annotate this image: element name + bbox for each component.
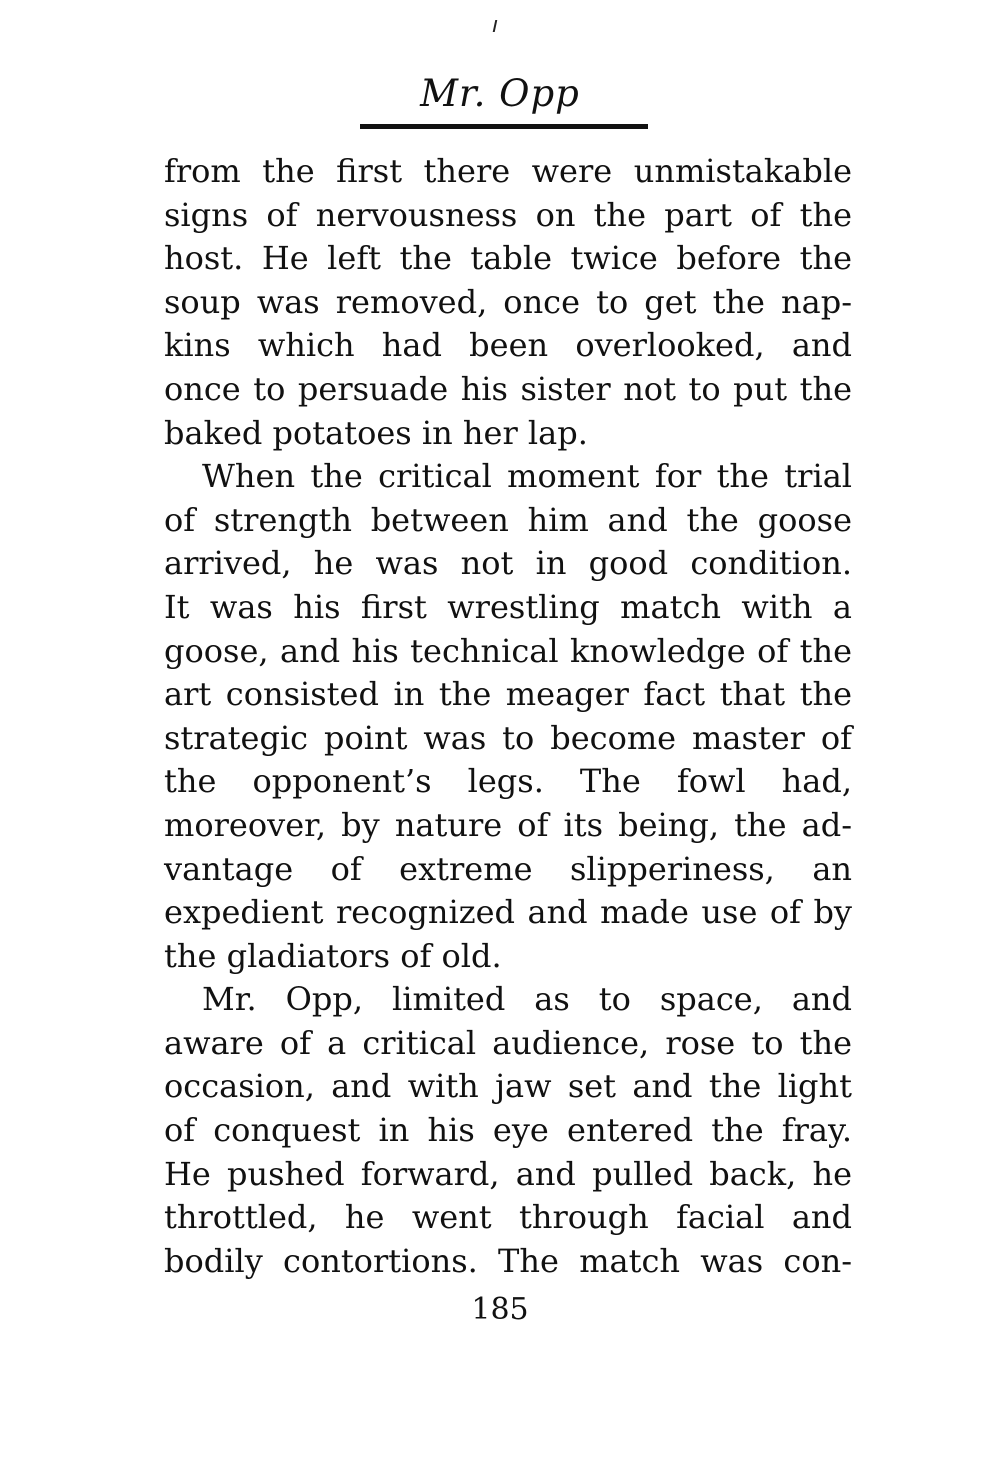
text-line: bodily contortions. The match was con- [164, 1241, 852, 1280]
ink-speck [493, 20, 498, 32]
text-line: It was his first wrestling match with a [164, 587, 852, 626]
text-line: of strength between him and the goose [164, 500, 852, 539]
text-line: Mr. Opp, limited as to space, and [202, 980, 852, 1019]
text-line: arrived, he was not in good condition. [164, 544, 852, 583]
text-line: signs of nervousness on the part of the [164, 195, 852, 234]
text-line: strategic point was to become master of [164, 718, 852, 757]
page-number: 185 [471, 1292, 529, 1327]
text-line: vantage of extreme slipperiness, an [164, 849, 852, 888]
body-text [164, 150, 852, 1283]
text-line: the opponent’s legs. The fowl had, [164, 762, 852, 801]
text-line: once to persuade his sister not to put the [164, 369, 852, 408]
text-line: occasion, and with jaw set and the light [164, 1067, 852, 1106]
text-line: moreover, by nature of its being, the ad- [164, 805, 852, 844]
text-line: of conquest in his eye entered the fray. [164, 1111, 852, 1150]
text-line: When the critical moment for the trial [202, 457, 852, 496]
text-line: the gladiators of old. [164, 936, 502, 975]
text-line: art consisted in the meager fact that the [164, 675, 852, 714]
text-line: expedient recognized and made use of by [164, 893, 852, 932]
text-line: throttled, he went through facial and [164, 1198, 852, 1237]
text-line: He pushed forward, and pulled back, he [164, 1154, 852, 1193]
text-line: baked potatoes in her lap. [164, 413, 588, 452]
text-line: host. He left the table twice before the [164, 239, 852, 278]
text-line: kins which had been overlooked, and [164, 326, 852, 365]
header-rule [360, 124, 648, 129]
text-line: goose, and his technical knowledge of the [164, 631, 852, 670]
text-line: soup was removed, once to get the nap- [164, 282, 852, 321]
text-line: from the first there were unmistakable [164, 152, 852, 190]
text-line: aware of a critical audience, rose to the [164, 1023, 852, 1062]
running-head: Mr. Opp [420, 72, 580, 115]
